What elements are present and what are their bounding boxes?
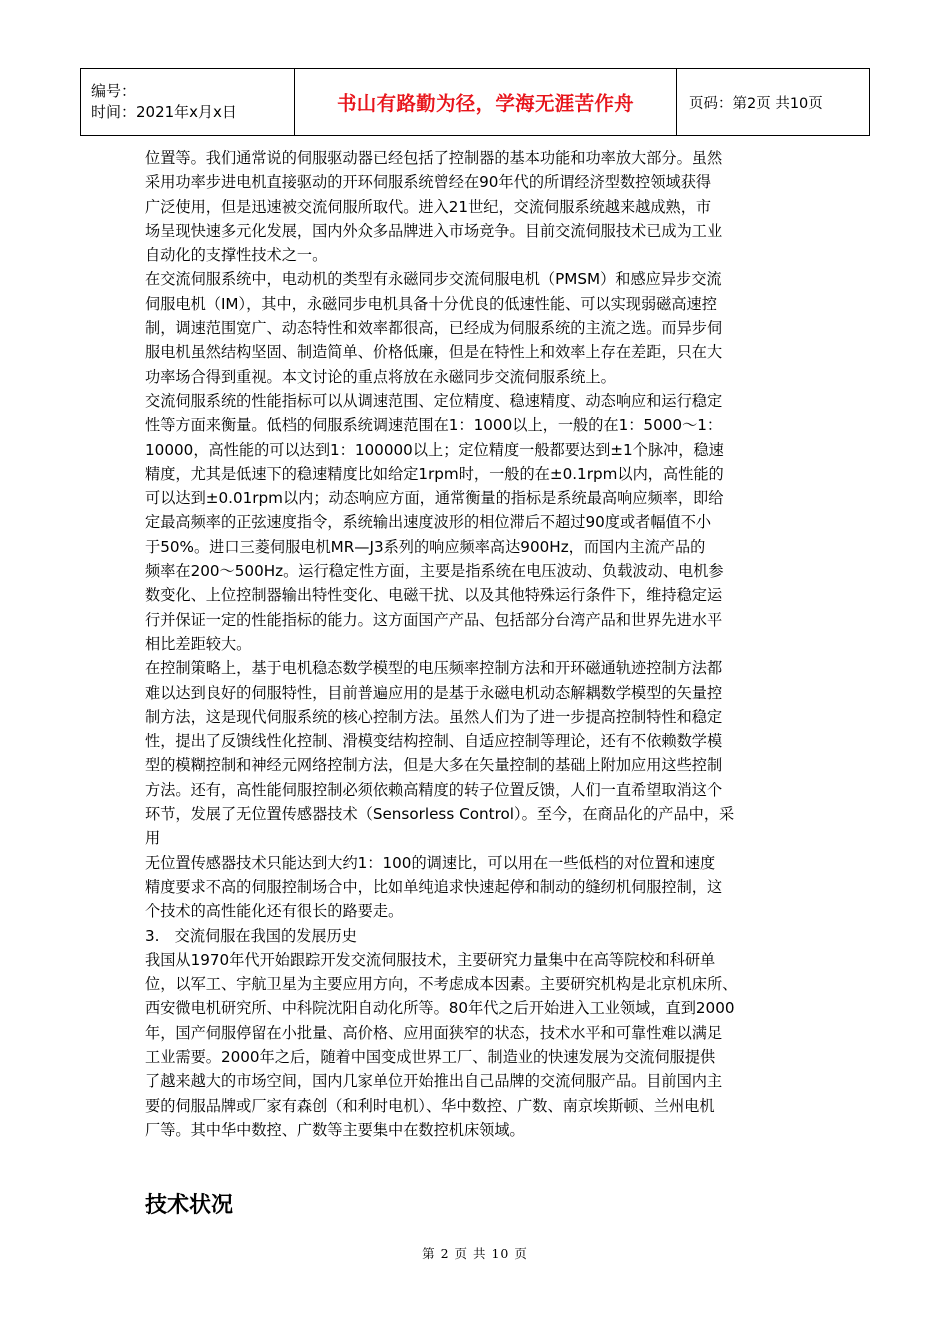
text-line: 可以达到±0.01rpm以内；动态响应方面，通常衡量的指标是系统最高响应频率，即给 — [145, 489, 724, 508]
text-line: 制方法，这是现代伺服系统的核心控制方法。虽然人们为了进一步提高控制特性和稳定 — [145, 707, 723, 726]
text-line: 交流伺服系统的性能指标可以从调速范围、定位精度、稳速精度、动态响应和运行稳定 — [145, 391, 723, 410]
text-line: 性，提出了反馈线性化控制、滑模变结构控制、自适应控制等理论，还有不依赖数学模 — [145, 732, 723, 751]
time-label: 时间：2021年x月x日 — [91, 103, 237, 121]
text-line: 于50%。进口三菱伺服电机MR—J3系列的响应频率高达900Hz，而国内主流产品的 — [145, 537, 706, 556]
text-line: 用 — [145, 829, 161, 848]
text-line: 性等方面来衡量。低档的伺服系统调速范围在1：1000以上，一般的在1：5000～1： — [145, 416, 723, 435]
text-line: 无位置传感器技术只能达到大约1：100的调速比，可以用在一些低档的对位置和速度 — [145, 853, 716, 872]
text-line: 方法。还有，高性能伺服控制必须依赖高精度的转子位置反馈，人们一直希望取消这个 — [145, 780, 723, 799]
text-line: 西安微电机研究所、中科院沈阳自动化所等。80年代之后开始进入工业领域，直到2000 — [145, 999, 735, 1018]
text-line: 型的模糊控制和神经元网络控制方法，但是大多在矢量控制的基础上附加应用这些控制 — [145, 756, 723, 775]
page-footer: 第 2 页 共 10 页 — [422, 1246, 528, 1261]
text-line: 工业需要。2000年之后，随着中国变成世界工厂、制造业的快速发展为交流伺服提供 — [145, 1047, 716, 1066]
text-line: 采用功率步进电机直接驱动的开环伺服系统曾经在90年代的所谓经济型数控领域获得 — [145, 173, 712, 192]
body-text — [145, 146, 810, 1142]
text-line: 行并保证一定的性能指标的能力。这方面国产产品、包括部分台湾产品和世界先进水平 — [145, 610, 723, 629]
section-heading: 技术状况 — [145, 1193, 234, 1218]
text-line: 制，调速范围宽广、动态特性和效率都很高，已经成为伺服系统的主流之选。而异步伺 — [145, 319, 723, 338]
text-line: 定最高频率的正弦速度指令，系统输出速度波形的相位滞后不超过90度或者幅值不小 — [145, 513, 712, 532]
number-label: 编号： — [91, 82, 137, 100]
text-line: 精度，尤其是低速下的稳速精度比如给定1rpm时，一般的在±0.1rpm以内，高性能的 — [145, 464, 724, 483]
text-line: 精度要求不高的伺服控制场合中，比如单纯追求快速起停和制动的缝纫机伺服控制，这 — [145, 877, 723, 896]
text-line: 服电机虽然结构坚固、制造简单、价格低廉，但是在特性上和效率上存在差距，只在大 — [145, 343, 723, 362]
text-line: 10000，高性能的可以达到1：100000以上；定位精度一般都要达到±1个脉冲，稳速 — [145, 440, 724, 459]
text-line: 在控制策略上，基于电机稳态数学模型的电压频率控制方法和开环磁通轨迹控制方法都 — [145, 659, 723, 678]
text-line: 难以达到良好的伺服特性，目前普遍应用的是基于永磁电机动态解耦数学模型的矢量控 — [145, 683, 723, 702]
text-line: 年，国产伺服停留在小批量、高价格、应用面狭窄的状态，技术水平和可靠性难以满足 — [145, 1023, 723, 1042]
text-line: 3. 交流伺服在我国的发展历史 — [145, 926, 357, 945]
text-line: 广泛使用，但是迅速被交流伺服所取代。进入21世纪，交流伺服系统越来越成熟，市 — [145, 197, 712, 216]
text-line: 功率场合得到重视。本文讨论的重点将放在永磁同步交流伺服系统上。 — [145, 367, 616, 386]
header-meta — [81, 69, 295, 136]
text-line: 位，以军工、宇航卫星为主要应用方向，不考虑成本因素。主要研究机构是北京机床所、 — [145, 975, 738, 994]
text-line: 个技术的高性能化还有很长的路要走。 — [145, 902, 404, 921]
text-line: 厂等。其中华中数控、广数等主要集中在数控机床领域。 — [145, 1120, 525, 1139]
header-table — [80, 68, 870, 136]
motto: 书山有路勤为径，学海无涯苦作舟 — [295, 69, 677, 136]
page-info: 页码：第2页 共10页 — [677, 69, 870, 136]
text-line: 场呈现快速多元化发展，国内外众多品牌进入市场竞争。目前交流伺服技术已成为工业 — [145, 221, 723, 240]
text-line: 伺服电机（IM），其中，永磁同步电机具备十分优良的低速性能、可以实现弱磁高速控 — [145, 294, 717, 313]
text-line: 我国从1970年代开始跟踪开发交流伺服技术，主要研究力量集中在高等院校和科研单 — [145, 950, 716, 969]
text-line: 数变化、上位控制器输出特性变化、电磁干扰、以及其他特殊运行条件下，维持稳定运 — [145, 586, 723, 605]
text-line: 了越来越大的市场空间，国内几家单位开始推出自己品牌的交流伺服产品。目前国内主 — [145, 1072, 723, 1091]
text-line: 相比差距较大。 — [145, 634, 252, 653]
text-line: 自动化的支撑性技术之一。 — [145, 246, 328, 265]
text-line: 环节，发展了无位置传感器技术（Sensorless Control）。至今，在商品化的产品中，采 — [145, 805, 735, 824]
text-line: 位置等。我们通常说的伺服驱动器已经包括了控制器的基本功能和功率放大部分。虽然 — [145, 149, 723, 167]
text-line: 要的伺服品牌或厂家有森创（和利时电机）、华中数控、广数、南京埃斯顿、兰州电机 — [145, 1096, 715, 1115]
text-line: 在交流伺服系统中，电动机的类型有永磁同步交流伺服电机（PMSM）和感应异步交流 — [145, 270, 722, 289]
text-line: 频率在200～500Hz。运行稳定性方面，主要是指系统在电压波动、负载波动、电机参 — [145, 562, 724, 581]
